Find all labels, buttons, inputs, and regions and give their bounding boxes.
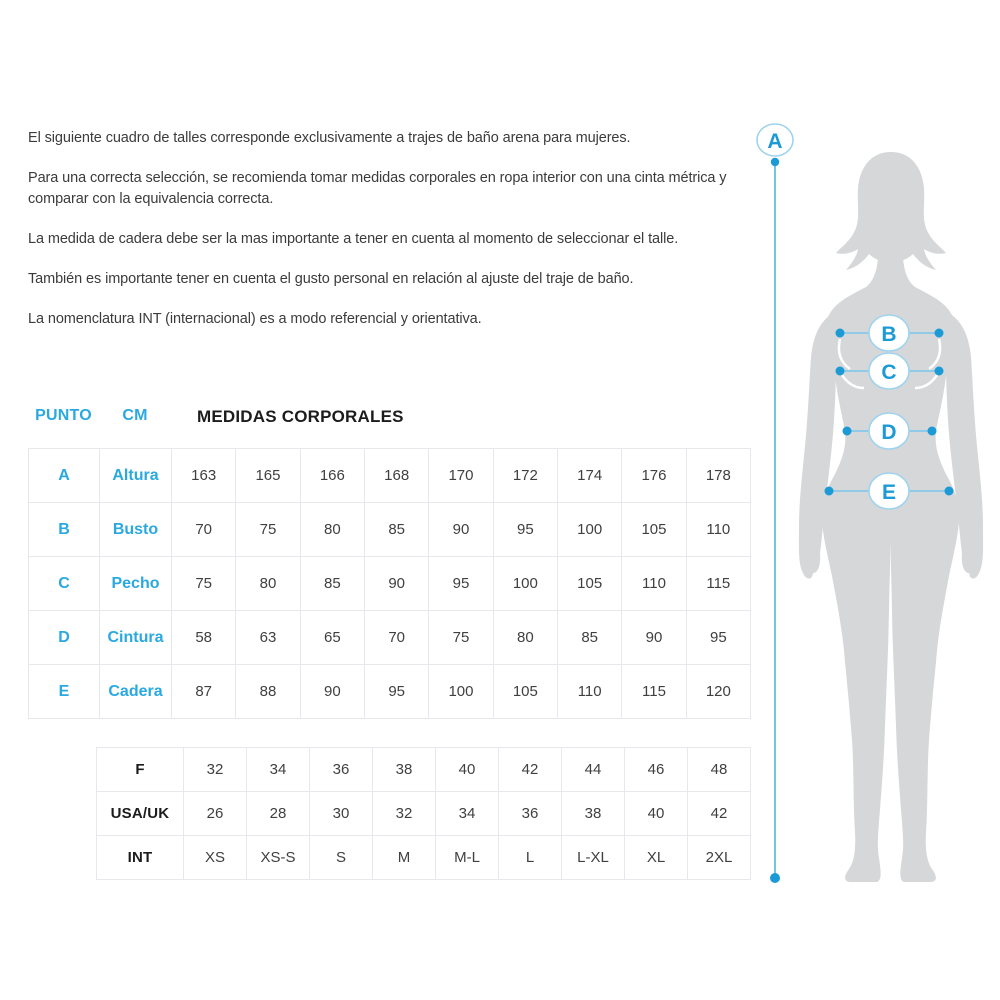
value-cell: 75 xyxy=(236,503,300,557)
size-value-cell: 42 xyxy=(688,792,751,836)
value-cell: 85 xyxy=(301,557,365,611)
size-value-cell: 28 xyxy=(247,792,310,836)
body-figure xyxy=(750,110,1000,900)
value-cell: 110 xyxy=(558,665,622,719)
marker-a xyxy=(757,124,793,883)
size-value-cell: 48 xyxy=(688,748,751,792)
value-cell: 58 xyxy=(172,611,236,665)
size-value-cell: 46 xyxy=(625,748,688,792)
size-value-cell: 38 xyxy=(373,748,436,792)
size-value-cell: S xyxy=(310,836,373,880)
value-cell: 176 xyxy=(622,449,686,503)
body-measurements-table xyxy=(28,448,751,719)
value-cell: 95 xyxy=(687,611,751,665)
value-cell: 115 xyxy=(687,557,751,611)
size-value-cell: M-L xyxy=(436,836,499,880)
value-cell: 163 xyxy=(172,449,236,503)
point-cell: E xyxy=(29,665,100,719)
value-cell: 70 xyxy=(172,503,236,557)
marker-letter-e: E xyxy=(881,481,897,504)
value-cell: 100 xyxy=(558,503,622,557)
value-cell: 110 xyxy=(622,557,686,611)
size-value-cell: M xyxy=(373,836,436,880)
value-cell: 178 xyxy=(687,449,751,503)
value-cell: 110 xyxy=(687,503,751,557)
size-value-cell: 36 xyxy=(310,748,373,792)
value-cell: 75 xyxy=(172,557,236,611)
intro-paragraph: La medida de cadera debe ser la mas importante a tener en cuenta al momento de seleccionar el talle. xyxy=(28,231,679,247)
value-cell: 75 xyxy=(429,611,493,665)
value-cell: 105 xyxy=(494,665,558,719)
marker-letter-c: C xyxy=(881,361,897,384)
marker-letter-d: D xyxy=(881,421,897,444)
intro-paragraph: El siguiente cuadro de talles corresponde exclusivamente a trajes de baño arena para mujeres. xyxy=(28,130,631,146)
value-cell: 80 xyxy=(236,557,300,611)
measure-name-cell: Busto xyxy=(100,503,172,557)
value-cell: 105 xyxy=(558,557,622,611)
value-cell: 95 xyxy=(365,665,429,719)
marker-letter-b: B xyxy=(881,323,897,346)
value-cell: 80 xyxy=(301,503,365,557)
value-cell: 95 xyxy=(429,557,493,611)
marker-letter-a: A xyxy=(767,130,783,153)
value-cell: 95 xyxy=(494,503,558,557)
size-value-cell: XS-S xyxy=(247,836,310,880)
value-cell: 80 xyxy=(494,611,558,665)
intro-paragraph: La nomenclatura INT (internacional) es a modo referencial y orientativa. xyxy=(28,311,482,327)
size-value-cell: 44 xyxy=(562,748,625,792)
measure-name-cell: Pecho xyxy=(100,557,172,611)
size-equivalence-table xyxy=(96,747,751,880)
value-cell: 100 xyxy=(429,665,493,719)
table-header-row xyxy=(0,407,760,429)
value-cell: 115 xyxy=(622,665,686,719)
line-end-dot xyxy=(770,873,780,883)
measure-name-cell: Altura xyxy=(100,449,172,503)
value-cell: 170 xyxy=(429,449,493,503)
size-value-cell: 32 xyxy=(184,748,247,792)
value-cell: 88 xyxy=(236,665,300,719)
point-cell: C xyxy=(29,557,100,611)
size-value-cell: 2XL xyxy=(688,836,751,880)
table-title: MEDIDAS CORPORALES xyxy=(197,407,404,426)
size-value-cell: 42 xyxy=(499,748,562,792)
value-cell: 166 xyxy=(301,449,365,503)
value-cell: 168 xyxy=(365,449,429,503)
value-cell: 100 xyxy=(494,557,558,611)
value-cell: 90 xyxy=(429,503,493,557)
value-cell: 63 xyxy=(236,611,300,665)
intro-paragraph: También es importante tener en cuenta el gusto personal en relación al ajuste del traje de baño. xyxy=(28,271,634,287)
intro-paragraph: Para una correcta selección, se recomienda tomar medidas corporales en ropa interior con una cinta métrica y comparar con la equivalencia correcta. xyxy=(28,170,727,207)
point-cell: B xyxy=(29,503,100,557)
size-value-cell: 34 xyxy=(247,748,310,792)
value-cell: 85 xyxy=(365,503,429,557)
value-cell: 165 xyxy=(236,449,300,503)
value-cell: 120 xyxy=(687,665,751,719)
measure-name-cell: Cintura xyxy=(100,611,172,665)
size-system-cell: F xyxy=(97,748,184,792)
size-value-cell: 40 xyxy=(436,748,499,792)
line-end-dot xyxy=(771,158,779,166)
size-value-cell: 32 xyxy=(373,792,436,836)
col-header-punto: PUNTO xyxy=(35,407,92,424)
size-system-cell: USA/UK xyxy=(97,792,184,836)
value-cell: 90 xyxy=(365,557,429,611)
value-cell: 174 xyxy=(558,449,622,503)
value-cell: 105 xyxy=(622,503,686,557)
size-value-cell: 38 xyxy=(562,792,625,836)
value-cell: 87 xyxy=(172,665,236,719)
measure-name-cell: Cadera xyxy=(100,665,172,719)
value-cell: 70 xyxy=(365,611,429,665)
value-cell: 172 xyxy=(494,449,558,503)
size-value-cell: 26 xyxy=(184,792,247,836)
size-value-cell: L xyxy=(499,836,562,880)
size-value-cell: 34 xyxy=(436,792,499,836)
col-header-cm: CM xyxy=(122,407,148,424)
point-cell: D xyxy=(29,611,100,665)
value-cell: 85 xyxy=(558,611,622,665)
value-cell: 90 xyxy=(622,611,686,665)
female-silhouette xyxy=(799,152,983,882)
size-system-cell: INT xyxy=(97,836,184,880)
point-cell: A xyxy=(29,449,100,503)
size-value-cell: 36 xyxy=(499,792,562,836)
intro-text xyxy=(28,128,740,349)
value-cell: 90 xyxy=(301,665,365,719)
size-value-cell: 30 xyxy=(310,792,373,836)
size-value-cell: L-XL xyxy=(562,836,625,880)
value-cell: 65 xyxy=(301,611,365,665)
size-value-cell: XL xyxy=(625,836,688,880)
size-value-cell: XS xyxy=(184,836,247,880)
size-value-cell: 40 xyxy=(625,792,688,836)
